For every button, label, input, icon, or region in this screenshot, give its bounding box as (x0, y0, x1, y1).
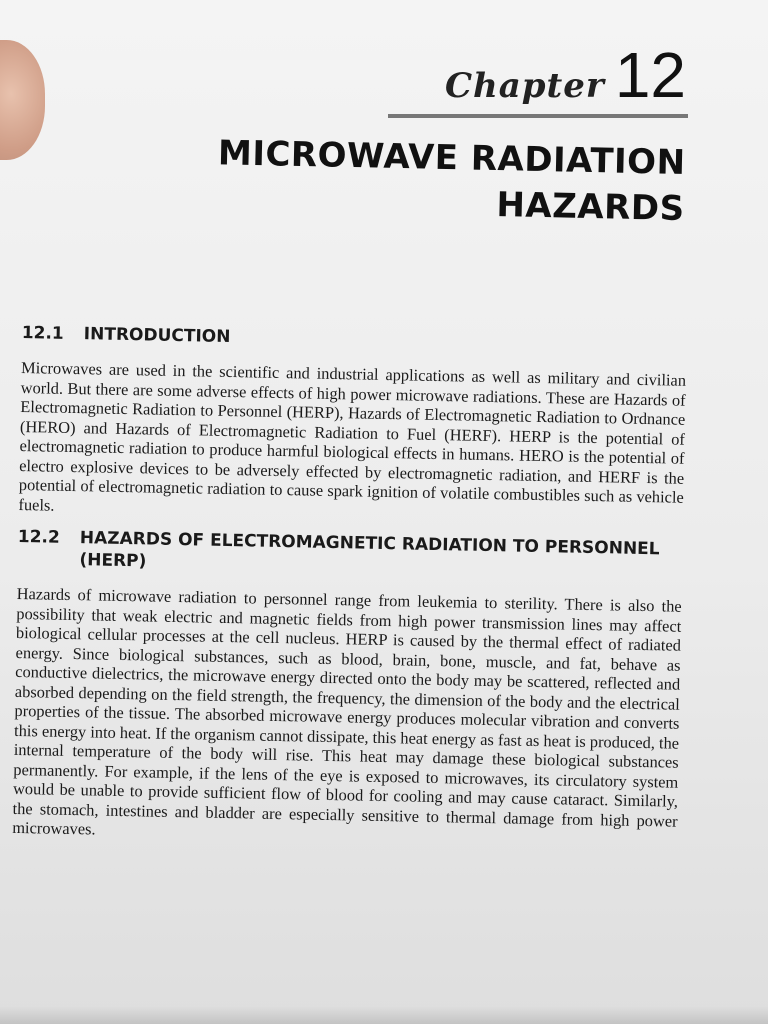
chapter-title (84, 127, 686, 232)
section-title: HAZARDS OF ELECTROMAGNETIC RADIATION TO PERSONNEL (HERP) (79, 528, 660, 572)
chapter-heading (386, 38, 686, 112)
section-heading-introduction (22, 322, 687, 357)
section-number: 12.2 (17, 526, 61, 548)
chapter-title-line1: MICROWAVE RADIATION (217, 133, 686, 183)
page-bottom-shadow (0, 1006, 768, 1024)
chapter-label: Chapter (444, 66, 605, 106)
herp-paragraph: Hazards of microwave radiation to personnel range from leukemia to sterility. There is also the possibility that weak electric and magnetic fields from high power transmission lines may affect biological cellular processes at the cell nucleus. HERP is caused by the thermal effect of radiated energy. Since biological substances, such as blood, brain, bone, muscle, and fat, behave as conductive dielectrics, the microwave energy directed onto the body may be scattered, reflected and absorbed depending on the field strength, the frequency, the dimension of the body and the electrical properties of the tissue. The absorbed microwave energy produces molecular vibration and converts this energy into heat. If the organism cannot dissipate, this heat energy as fast as heat is produced, the internal temperature of the body will rise. This heat may damage these biological substances permanently. For example, if the lens of the eye is exposed to microwaves, its circulatory system would be unable to provide sufficient flow of blood for cooling and may cause cataract. Similarly, the stomach, intestines and bladder are especially sensitive to thermal damage from high power microwaves. (12, 583, 682, 839)
introduction-paragraph: Microwaves are used in the scientific and industrial applications as well as military and civilian world. But there are some adverse effects of high power microwave radiations. These are Hazards of Electromagnetic Radiation to Personnel (HERP), Hazards of Electromagnetic Radiation to Ordnance (HERO) and Hazards of Electromagnetic Radiation to Fuel (HERF). HERP is the potential of electromagnetic radiation to produce harmful biological effects in humans. HERO is the potential of electro explosive devices to be adversely effected by electromagnetic radiation, and HERF is the potential of electromagnetic radiation to cause spark ignition of volatile combustibles such as vehicle fuels. (18, 357, 687, 515)
chapter-title-line2: HAZARDS (496, 185, 685, 229)
page-content (12, 322, 687, 862)
chapter-rule (388, 114, 688, 118)
chapter-number: 12 (614, 39, 686, 111)
section-heading-herp (17, 526, 683, 583)
section-number: 12.1 (21, 322, 64, 344)
thumb-shadow (0, 40, 45, 160)
section-title: INTRODUCTION (83, 324, 231, 348)
